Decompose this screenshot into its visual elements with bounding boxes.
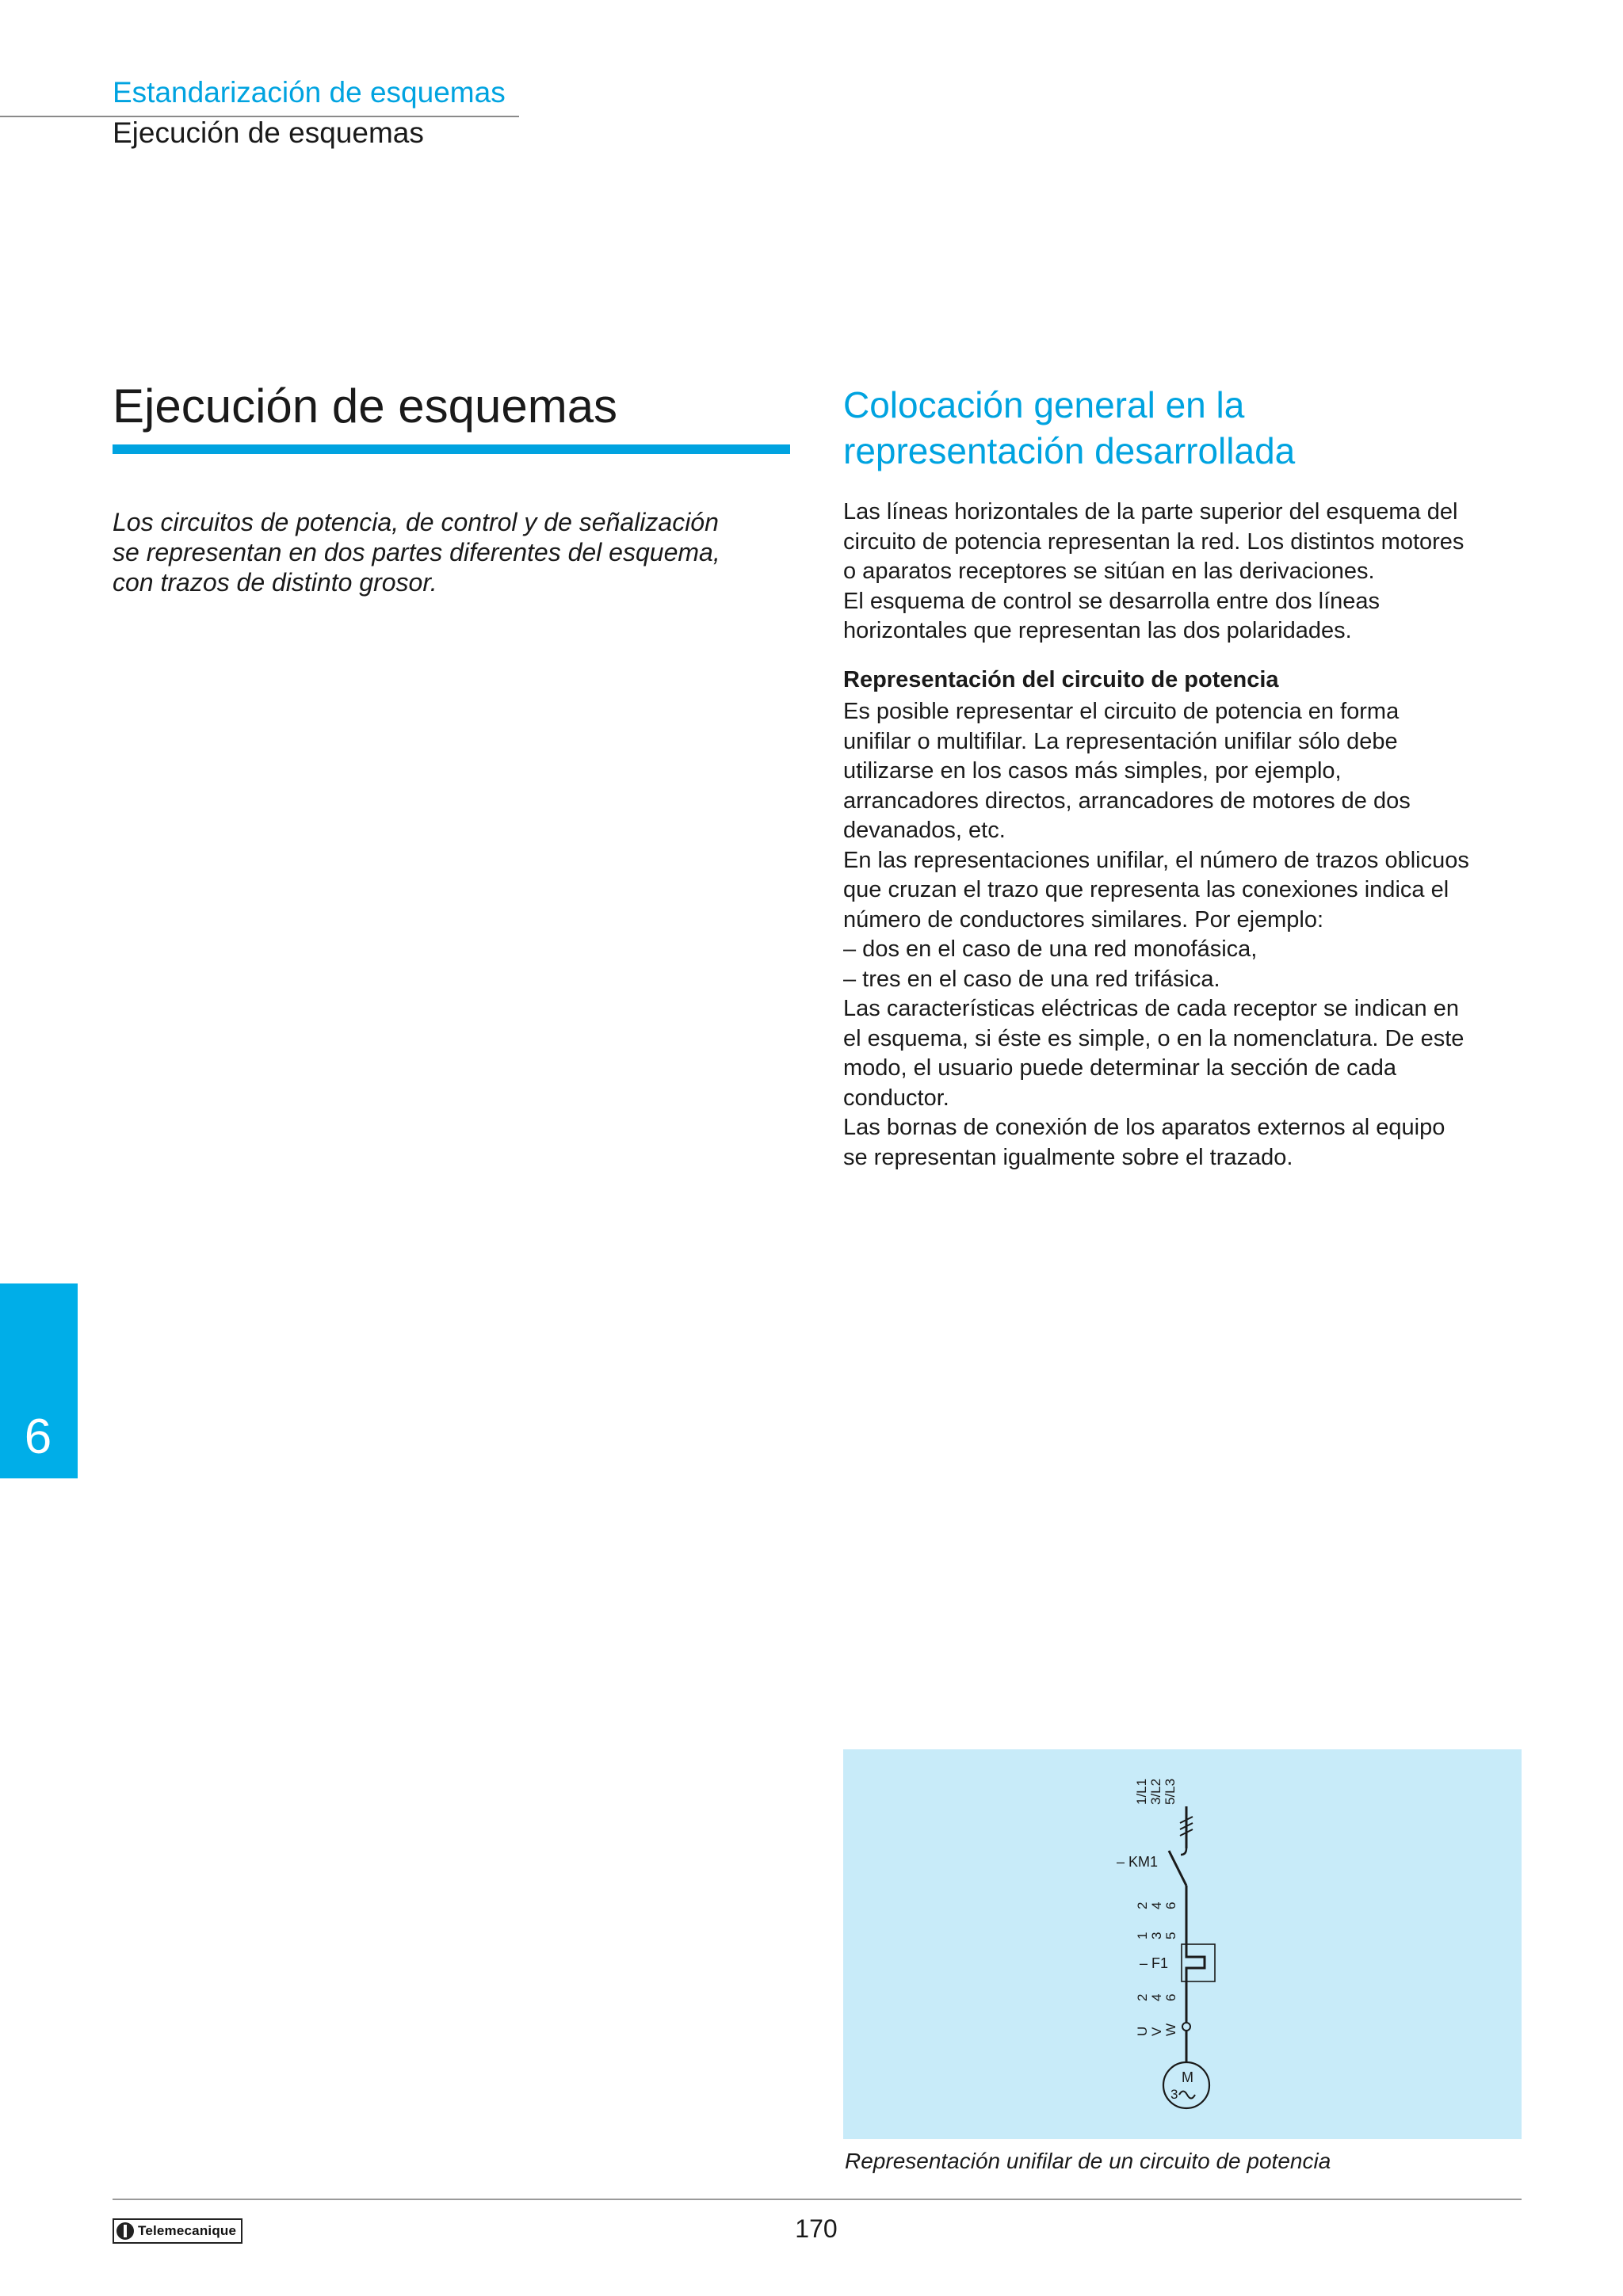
single-line-diagram: [843, 1749, 1522, 2139]
text-line: o aparatos receptores se sitúan en las derivaciones.: [843, 559, 1375, 584]
motor-phase-count: 3: [1170, 2087, 1178, 2102]
relay-terminal: 1: [1135, 1932, 1150, 1939]
relay-terminal: 5: [1163, 1932, 1178, 1939]
intro-text: [113, 507, 802, 597]
text-line: modo, el usuario puede determinar la sección de cada: [843, 1055, 1397, 1081]
page-title: Ejecución de esquemas: [113, 379, 618, 433]
motor-terminal: W: [1163, 2023, 1178, 2036]
title-underline-bar: [113, 444, 790, 454]
single-line-diagram-figure: [843, 1749, 1522, 2139]
contactor-moving-contact: [1169, 1851, 1186, 1886]
text-line: arrancadores directos, arrancadores de motores de dos: [843, 788, 1411, 814]
text-line: Las características eléctricas de cada receptor se indican en: [843, 996, 1459, 1021]
paragraph-general-placement: [843, 498, 1533, 646]
brand-name: Telemecanique: [138, 2223, 237, 2238]
relay-out-terminal: 6: [1163, 1993, 1178, 2001]
header-subsection-title: Ejecución de esquemas: [113, 116, 424, 149]
intro-line: Los circuitos de potencia, de control y de señalización: [113, 508, 719, 536]
text-line: Es posible representar el circuito de potencia en forma: [843, 699, 1400, 724]
relay-label: – F1: [1140, 1955, 1169, 1971]
text-line: se representan igualmente sobre el trazado.: [843, 1144, 1293, 1170]
subheading-power-circuit: Representación del circuito de potencia: [843, 667, 1279, 692]
motor-letter: M: [1182, 2069, 1193, 2085]
text-line: que cruzan el trazo que representa las conexiones indica el: [843, 877, 1449, 902]
relay-out-terminal: 4: [1149, 1993, 1164, 2001]
contactor-label: – KM1: [1117, 1854, 1159, 1870]
section-title-line: Colocación general en la: [843, 384, 1245, 425]
motor-terminal: U: [1135, 2026, 1150, 2036]
thermal-relay-element: [1186, 1946, 1205, 1981]
text-line: el esquema, si éste es simple, o en la nomenclatura. De este: [843, 1025, 1465, 1051]
contactor-terminal: 4: [1149, 1901, 1164, 1909]
text-line: devanados, etc.: [843, 818, 1006, 843]
page-number: 170: [795, 2214, 838, 2243]
text-line: circuito de potencia representan la red. Los distintos motores: [843, 528, 1465, 555]
text-line: utilizarse en los casos más simples, por ejemplo,: [843, 758, 1342, 784]
text-line: conductor.: [843, 1085, 949, 1111]
paragraph-power-circuit: [843, 697, 1533, 1173]
relay-terminal: 3: [1149, 1932, 1164, 1939]
contactor-terminal: 6: [1163, 1901, 1178, 1909]
footer-divider: [113, 2199, 1522, 2200]
chapter-number: 6: [24, 1409, 52, 1464]
text-line: unifilar o multifilar. La representación unifilar sólo debe: [843, 728, 1398, 754]
brand-logo: [113, 2218, 242, 2244]
text-line: número de conductores similares. Por ejemplo:: [843, 906, 1324, 933]
logo-icon: [116, 2222, 134, 2240]
text-line: – dos en el caso de una red monofásica,: [843, 936, 1258, 962]
section-title: [843, 382, 1556, 474]
supply-label-l1: 1/L1: [1134, 1778, 1149, 1805]
terminal-connection-point: [1182, 2023, 1190, 2031]
supply-label-l2: 3/L2: [1148, 1778, 1163, 1805]
text-line: – tres en el caso de una red trifásica.: [843, 966, 1220, 992]
tilde-icon: [1179, 2092, 1195, 2099]
text-line: horizontales que representan las dos polaridades.: [843, 618, 1352, 643]
intro-line: se representan en dos partes diferentes del esquema,: [113, 538, 720, 566]
contactor-fixed-contact: [1181, 1848, 1186, 1855]
text-line: Las líneas horizontales de la parte superior del esquema del: [843, 499, 1458, 524]
intro-line: con trazos de distinto grosor.: [113, 568, 437, 597]
figure-caption: Representación unifilar de un circuito de potencia: [845, 2149, 1331, 2173]
text-line: El esquema de control se desarrolla entre dos líneas: [843, 588, 1381, 614]
text-line: En las representaciones unifilar, el número de trazos oblicuos: [843, 847, 1469, 873]
section-title-line: representación desarrollada: [843, 430, 1296, 471]
header-section-title: Estandarización de esquemas: [113, 76, 506, 109]
relay-out-terminal: 2: [1135, 1993, 1150, 2001]
supply-label-l3: 5/L3: [1163, 1778, 1178, 1805]
contactor-terminal: 2: [1135, 1901, 1150, 1909]
motor-terminal: V: [1149, 2027, 1164, 2036]
text-line: Las bornas de conexión de los aparatos externos al equipo: [843, 1115, 1445, 1140]
